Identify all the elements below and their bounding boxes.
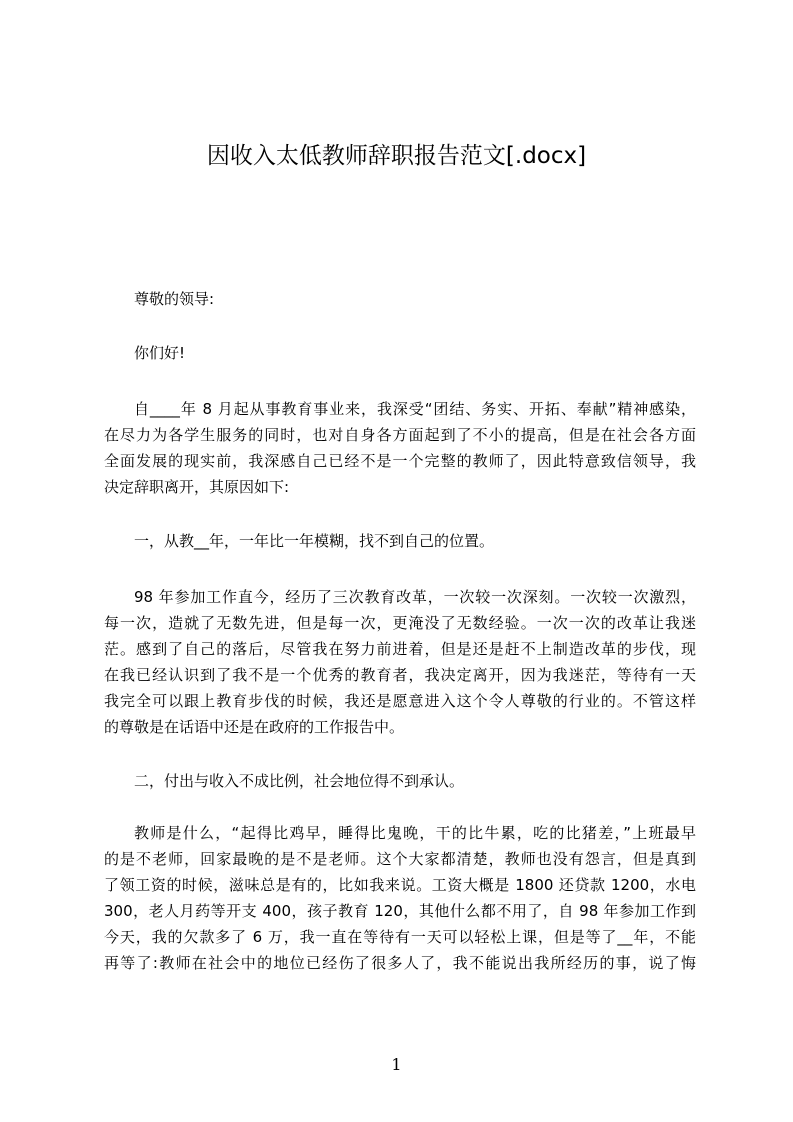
paragraph-line: 教师是什么，“起得比鸡早，睡得比鬼晚，干的比牛累，吃的比猪差，”上班最早 <box>134 824 696 842</box>
page-number: 1 <box>391 1055 402 1074</box>
heading-text: 一，从教__年，一年比一年模糊，找不到自己的位置。 <box>134 532 495 550</box>
paragraph-line: 决定辞职离开，其原因如下: <box>104 478 290 496</box>
section-heading-2 <box>104 768 696 794</box>
paragraph-line: 在我已经认识到了我不是一个优秀的教育者，我决定离开，因为我迷茫，等待有一天 <box>104 666 696 684</box>
paragraph-line: 在尽力为各学生服务的同时，也对自身各方面起到了不小的提高，但是在社会各方面 <box>104 426 696 444</box>
paragraph-line: 了领工资的时候，滋味总是有的，比如我来说。工资大概是 1800 还贷款 1200，水电 <box>104 876 696 894</box>
paragraph-line: 的尊敬是在话语中还是在政府的工作报告中。 <box>104 718 405 736</box>
document-title: 因收入太低教师辞职报告范文[.docx] <box>206 143 587 169</box>
paragraph-line: 再等了:教师在社会中的地位已经伤了很多人了，我不能说出我所经历的事，说了悔 <box>104 954 696 972</box>
paragraph-line: 全面发展的现实前，我深感自己已经不是一个完整的教师了，因此特意致信领导，我 <box>104 452 696 470</box>
paragraph-income <box>104 820 696 976</box>
section-heading-1 <box>104 528 696 554</box>
heading-text: 二，付出与收入不成比例，社会地位得不到承认。 <box>134 772 465 790</box>
salutation-text: 你们好! <box>134 344 186 362</box>
paragraph-line: 的是不老师，回家最晚的是不是老师。这个大家都清楚，教师也没有怨言，但是真到 <box>104 850 696 868</box>
paragraph-line: 每一次，造就了无数先进，但是每一次，更淹没了无数经验。一次一次的改革让我迷 <box>104 614 696 632</box>
paragraph-line: 今天，我的欠款多了 6 万，我一直在等待有一天可以轻松上课，但是等了__年，不能 <box>104 928 696 946</box>
salutation <box>104 340 696 366</box>
paragraph-line: 98 年参加工作直今，经历了三次教育改革，一次较一次深刻。一次较一次激烈， <box>134 588 696 606</box>
paragraph-line: 自____年 8 月起从事教育事业来，我深受“团结、务实、开拓、奉献”精神感染， <box>134 400 696 418</box>
greeting <box>104 286 696 312</box>
paragraph-line: 我完全可以跟上教育步伐的时候，我还是愿意进入这个令人尊敬的行业的。不管这样 <box>104 692 696 710</box>
paragraph-intro <box>104 396 696 500</box>
greeting-text: 尊敬的领导: <box>134 290 215 308</box>
paragraph-reform <box>104 584 696 740</box>
paragraph-line: 茫。感到了自己的落后，尽管我在努力前进着，但是还是赶不上制造改革的步伐，现 <box>104 640 696 658</box>
paragraph-line: 300，老人月药等开支 400，孩子教育 120，其他什么都不用了，自 98 年参加工作到 <box>104 902 696 920</box>
